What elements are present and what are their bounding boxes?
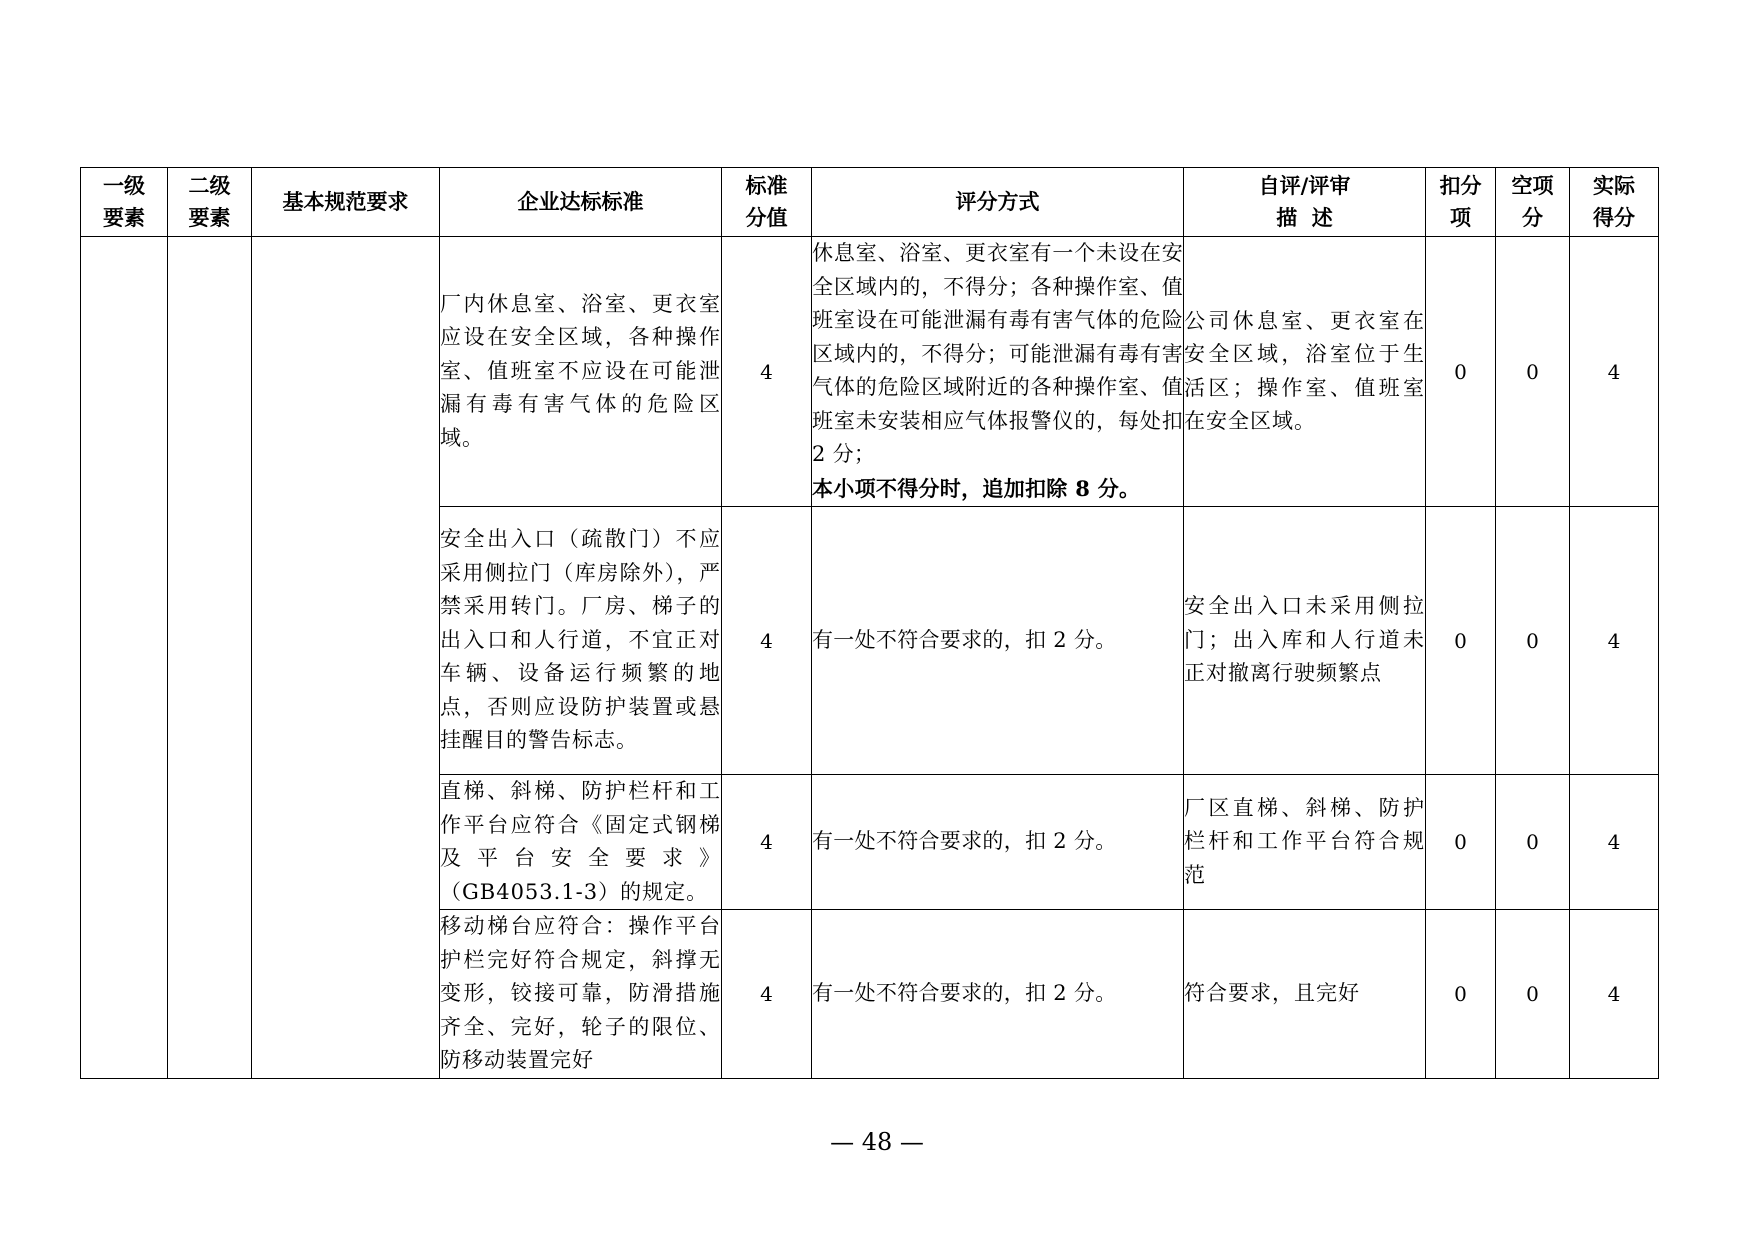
header-actual-score: 实际 得分 (1570, 168, 1659, 237)
scoring-method-cell: 有一处不符合要求的，扣 2 分。 (812, 775, 1184, 910)
review-description-cell: 厂区直梯、斜梯、防护栏杆和工作平台符合规范 (1184, 775, 1426, 910)
header-standard-score: 标准 分值 (722, 168, 812, 237)
header-deduction: 扣分 项 (1426, 168, 1496, 237)
header-level1-element: 一级 要素 (81, 168, 168, 237)
header-basic-requirements: 基本规范要求 (252, 168, 440, 237)
header-scoring-method: 评分方式 (812, 168, 1184, 237)
actual-score-cell: 4 (1570, 910, 1659, 1079)
empty-item-cell: 0 (1496, 507, 1570, 775)
deduction-cell: 0 (1426, 910, 1496, 1079)
scoring-method-cell: 有一处不符合要求的，扣 2 分。 (812, 507, 1184, 775)
level1-element-cell (81, 237, 168, 1079)
deduction-cell: 0 (1426, 507, 1496, 775)
standard-score-cell: 4 (722, 507, 812, 775)
standard-score-cell: 4 (722, 237, 812, 507)
standard-cell: 移动梯台应符合：操作平台护栏完好符合规定，斜撑无变形，铰接可靠，防滑措施齐全、完好，轮子的限位、防移动装置完好 (440, 910, 722, 1079)
empty-item-cell: 0 (1496, 910, 1570, 1079)
standard-score-cell: 4 (722, 910, 812, 1079)
header-empty-item: 空项 分 (1496, 168, 1570, 237)
header-level2-element: 二级 要素 (168, 168, 252, 237)
scoring-method-cell: 休息室、浴室、更衣室有一个未设在安全区域内的，不得分；各种操作室、值班室设在可能泄漏有毒有害气体的危险区域内的，不得分；可能泄漏有毒有害气体的危险区域附近的各种操作室、值班室未安装相应气体报警仪的，每处扣 2 分； 本小项不得分时，追加扣除 8 分。 (812, 237, 1184, 507)
standard-cell: 厂内休息室、浴室、更衣室应设在安全区域，各种操作室、值班室不应设在可能泄漏有毒有害气体的危险区域。 (440, 237, 722, 507)
deduction-cell: 0 (1426, 775, 1496, 910)
review-description-cell: 公司休息室、更衣室在安全区域，浴室位于生活区；操作室、值班室在安全区域。 (1184, 237, 1426, 507)
standard-cell: 安全出入口（疏散门）不应采用侧拉门（库房除外），严禁采用转门。厂房、梯子的出入口和人行道，不宜正对车辆、设备运行频繁的地点，否则应设防护装置或悬挂醒目的警告标志。 (440, 507, 722, 775)
deduction-cell: 0 (1426, 237, 1496, 507)
bold-penalty-note: 本小项不得分时，追加扣除 8 分。 (812, 475, 1141, 501)
review-description-cell: 安全出入口未采用侧拉门；出入库和人行道未正对撤离行驶频繁点 (1184, 507, 1426, 775)
scoring-table (80, 167, 1659, 1079)
empty-item-cell: 0 (1496, 237, 1570, 507)
page-number: — 48 — (830, 1128, 924, 1156)
table-row (81, 237, 1659, 507)
empty-item-cell: 0 (1496, 775, 1570, 910)
review-description-cell: 符合要求，且完好 (1184, 910, 1426, 1079)
standard-score-cell: 4 (722, 775, 812, 910)
standard-cell: 直梯、斜梯、防护栏杆和工作平台应符合《固定式钢梯及平台安全要求》（GB4053.1-3）的规定。 (440, 775, 722, 910)
header-review-description: 自评/评审 描 述 (1184, 168, 1426, 237)
scoring-method-cell: 有一处不符合要求的，扣 2 分。 (812, 910, 1184, 1079)
basic-requirement-cell (252, 237, 440, 1079)
actual-score-cell: 4 (1570, 507, 1659, 775)
actual-score-cell: 4 (1570, 775, 1659, 910)
actual-score-cell: 4 (1570, 237, 1659, 507)
header-enterprise-standard: 企业达标标准 (440, 168, 722, 237)
level2-element-cell (168, 237, 252, 1079)
header-row (81, 168, 1659, 237)
